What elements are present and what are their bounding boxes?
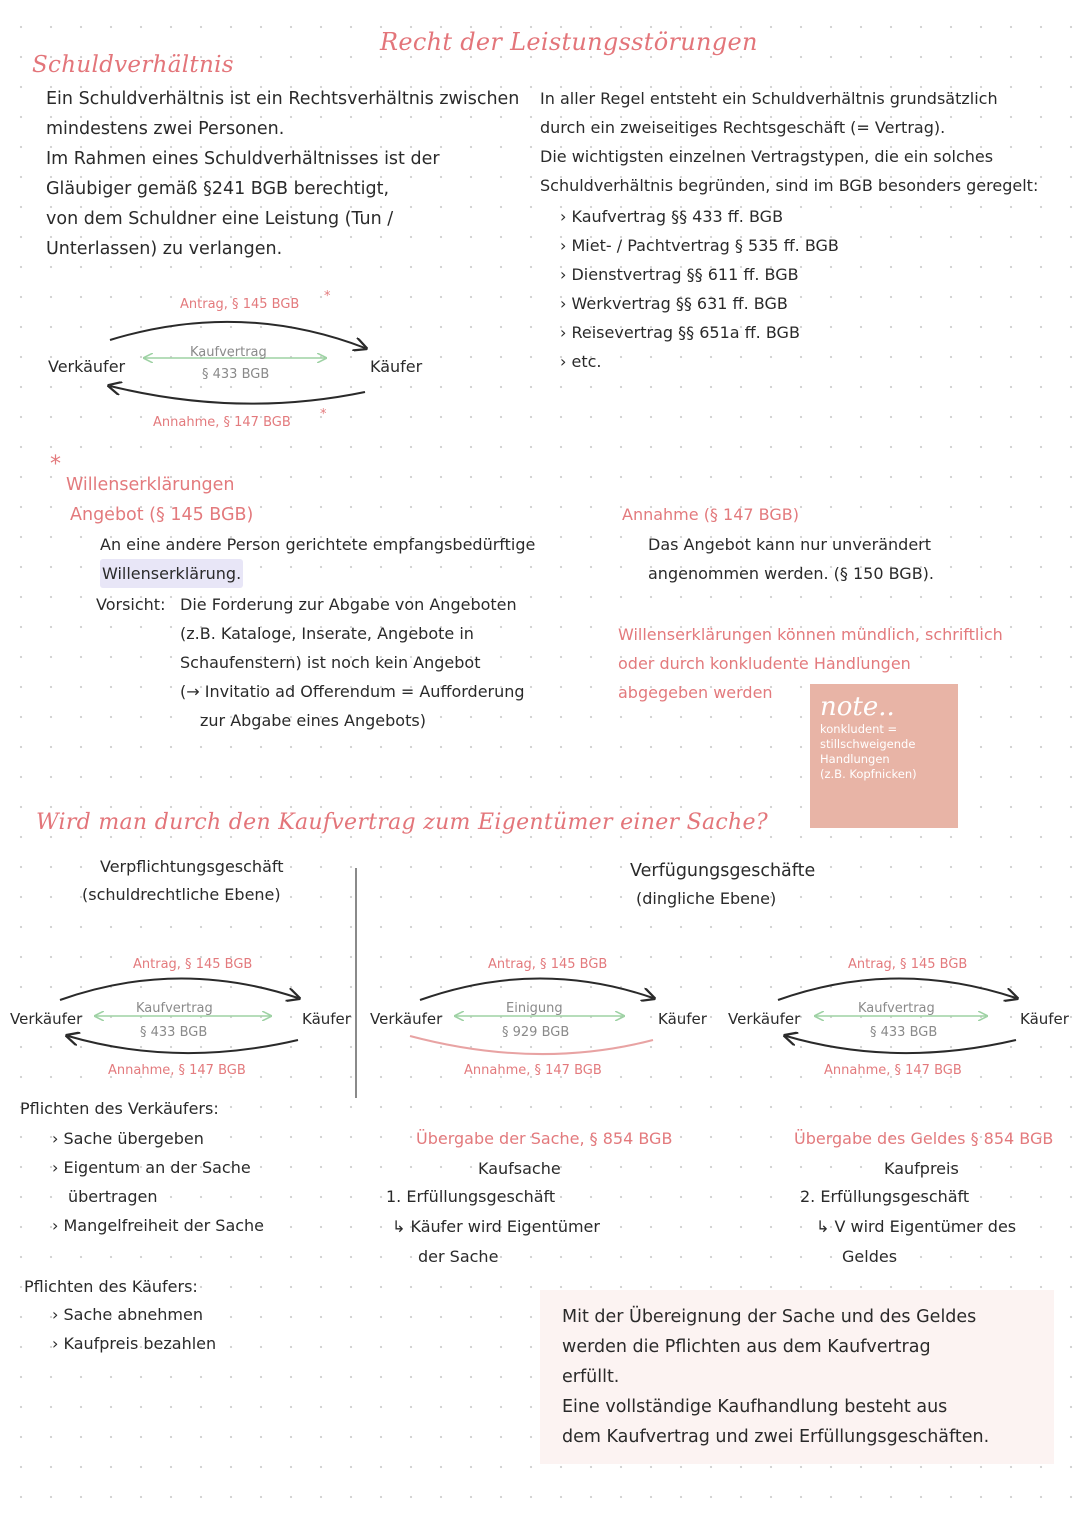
list-item: › Sache übergeben [52,1124,352,1153]
seller-label: Verkäufer [10,1010,83,1028]
text-line: Ein Schuldverhältnis ist ein Rechtsverhältnis zwischen [46,89,520,109]
contract-type-list [560,202,1060,376]
transfer-goods-result: ↳ Käufer wird Eigentümer [392,1217,600,1236]
contract-diagram-property-money [726,940,1076,1090]
note-line: Handlungen [820,752,890,766]
list-item: › Kaufpreis bezahlen [52,1329,352,1358]
text-line: Die wichtigsten einzelnen Vertragstypen, die ein solches [540,147,994,166]
section-heading-eigentum: Wird man durch den Kaufvertrag zum Eigentümer einer Sache? [36,810,768,835]
buyer-label: Käufer [658,1010,707,1028]
transfer-money-title: Übergabe des Geldes § 854 BGB [794,1129,1054,1148]
offer-label: Antrag, § 145 BGB [180,297,300,312]
seller-duties-heading: Pflichten des Verkäufers: [20,1099,219,1118]
note-line: stillschweigende [820,737,916,751]
transfer-goods-result-cont: der Sache [418,1247,499,1266]
text-line: Eine vollständige Kaufhandlung besteht aus [562,1397,948,1417]
transfer-money-result: ↳ V wird Eigentümer des [816,1217,1017,1236]
offer-label: Antrag, § 145 BGB [133,957,253,972]
text-line: Mit der Übereignung der Sache und des Geldes [562,1307,977,1327]
contract-ref: § 433 BGB [870,1025,938,1040]
contract-diagram-top [40,280,440,430]
offer-definition [100,530,580,588]
list-item: übertragen [68,1187,158,1206]
list-item: › Werkvertrag §§ 631 ff. BGB [560,289,1060,318]
transfer-money-result-cont: Geldes [842,1247,898,1266]
seller-label: Verkäufer [728,1010,801,1028]
text-line: Im Rahmen eines Schuldverhältnisses ist der [46,149,440,169]
text-line: durch ein zweiseitiges Rechtsgeschäft (= Vertrag). [540,118,946,137]
caution-label: Vorsicht: [96,595,166,614]
text-line: (→ Invitatio ad Offerendum = Aufforderung [180,682,525,701]
caution-text [180,590,580,735]
buyer-duties-heading: Pflichten des Käufers: [24,1277,198,1296]
text-line: In aller Regel entsteht ein Schuldverhältnis grundsätzlich [540,89,998,108]
list-item: › Dienstvertrag §§ 611 ff. BGB [560,260,1060,289]
list-item: › Kaufvertrag §§ 433 ff. BGB [560,202,1060,231]
note-line: konkludent = [820,722,898,736]
contract-ref: § 433 BGB [202,367,270,382]
offer-arrow [420,978,653,1000]
accept-heading: Annahme (§ 147 BGB) [622,505,799,524]
text-line: von dem Schuldner eine Leistung (Tun / [46,209,394,229]
page-title: Recht der Leistungsstörungen [380,28,758,56]
text-line: Unterlassen) zu verlangen. [46,239,283,259]
text-line: An eine andere Person gerichtete empfangsbedürftige [100,535,536,554]
note-line: (z.B. Kopfnicken) [820,767,917,781]
accept-label: Annahme, § 147 BGB [153,415,291,430]
agreement-label: Einigung [506,1001,563,1016]
offer-label: Antrag, § 145 BGB [488,957,608,972]
section-heading-willenserklaerungen: Willenserklärungen [66,475,235,495]
text-line: Schaufenstern) ist noch kein Angebot [180,653,481,672]
offer-arrow [60,978,298,1000]
star-mark: * [50,452,61,477]
list-item: › Sache abnehmen [52,1300,352,1329]
offer-arrow [778,978,1016,1000]
verfuegung-heading: Verfügungsgeschäfte [630,861,816,881]
section-heading-schuldverhaeltnis: Schuldverhältnis [32,52,234,78]
note-title: note.. [820,692,895,722]
buyer-label: Käufer [370,357,423,376]
contract-ref: § 433 BGB [140,1025,208,1040]
star-mark: * [324,289,331,304]
transfer-money-item: Kaufpreis [884,1159,959,1178]
seller-duties-list [52,1124,352,1240]
list-item: › etc. [560,347,1060,376]
text-line: Schuldverhältnis begründen, sind im BGB besonders geregelt: [540,176,1039,195]
text-line: oder durch konkludente Handlungen [618,654,911,673]
seller-label: Verkäufer [48,357,126,376]
text-line: Die Forderung zur Abgabe von Angeboten [180,595,517,614]
text-line: zur Abgabe eines Angebots) [200,711,426,730]
accept-arrow [110,386,365,404]
seller-label: Verkäufer [370,1010,443,1028]
text-line: mindestens zwei Personen. [46,119,285,139]
note-card [810,684,958,828]
offer-label: Antrag, § 145 BGB [848,957,968,972]
contract-label: Kaufvertrag [858,1001,935,1016]
accept-label: Annahme, § 147 BGB [108,1063,246,1078]
contract-diagram-obligation [8,940,358,1090]
list-item: › Reisevertrag §§ 651a ff. BGB [560,318,1060,347]
verpflichtung-heading: Verpflichtungsgeschäft [100,857,284,876]
text-line: werden die Pflichten aus dem Kaufvertrag [562,1337,931,1357]
contract-label: Kaufvertrag [190,345,267,360]
accept-label: Annahme, § 147 BGB [824,1063,962,1078]
accept-label: Annahme, § 147 BGB [464,1063,602,1078]
schuld-definition [46,84,520,264]
text-line: Das Angebot kann nur unverändert [648,535,932,554]
text-line: Willenserklärungen können mündlich, schriftlich [618,625,1003,644]
offer-heading: Angebot (§ 145 BGB) [70,505,254,525]
summary-box [540,1290,1054,1464]
buyer-duties-list [52,1300,352,1358]
list-item: › Eigentum an der Sache [52,1153,352,1182]
text-line: dem Kaufvertrag und zwei Erfüllungsgeschäften. [562,1427,990,1447]
transfer-money-step: 2. Erfüllungsgeschäft [800,1187,970,1206]
accept-definition [648,530,1028,588]
text-line: Willenserklärung. [100,559,243,588]
transfer-goods-title: Übergabe der Sache, § 854 BGB [416,1129,673,1148]
text-line: abgegeben werden [618,683,773,702]
text-line: angenommen werden. (§ 150 BGB). [648,564,935,583]
list-item: › Mangelfreiheit der Sache [52,1211,352,1240]
star-mark: * [320,407,327,422]
buyer-label: Käufer [1020,1010,1069,1028]
text-line: (z.B. Kataloge, Inserate, Angebote in [180,624,474,643]
verfuegung-sub: (dingliche Ebene) [636,889,777,908]
verpflichtung-sub: (schuldrechtliche Ebene) [82,885,281,904]
contract-diagram-property-goods [368,940,718,1090]
text-line: Gläubiger gemäß §241 BGB berechtigt, [46,179,390,199]
agreement-ref: § 929 BGB [502,1025,570,1040]
text-line: erfüllt. [562,1367,620,1387]
schuld-origin [540,84,1060,200]
list-item: › Miet- / Pachtvertrag § 535 ff. BGB [560,231,1060,260]
transfer-goods-item: Kaufsache [478,1159,561,1178]
contract-label: Kaufvertrag [136,1001,213,1016]
transfer-goods-step: 1. Erfüllungsgeschäft [386,1187,556,1206]
buyer-label: Käufer [302,1010,351,1028]
